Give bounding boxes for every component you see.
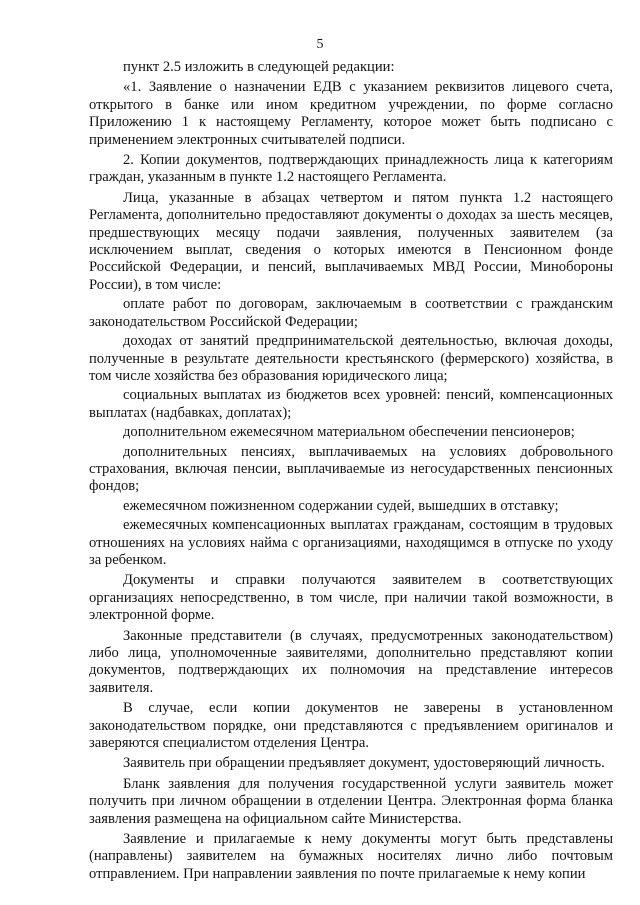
paragraph-item-1: «1. Заявление о назначении ЕДВ с указанием реквизитов лицевого счета, открытого в банке или ином кредитном учреждении, по форме согласно Приложению 1 к настоящему Регламенту, которое может быть подписано с применением электронных считывателей подписи. xyxy=(89,79,613,148)
paragraph-income-contracts: оплате работ по договорам, заключаемым в соответствии с гражданским законодательством Российской Федерации; xyxy=(89,296,613,330)
paragraph-income-pensions: дополнительных пенсиях, выплачиваемых на условиях добровольного страхования, включая пенсии, выплачиваемые из негосударственных пенсионных фондов; xyxy=(89,443,613,495)
paragraph-income-material: дополнительном ежемесячном материальном обеспечении пенсионеров; xyxy=(123,424,575,441)
paragraph-income-judges: ежемесячном пожизненном содержании судей, вышедших в отставку; xyxy=(123,497,559,514)
paragraph-income-documents: Лица, указанные в абзацах четвертом и пятом пункта 1.2 настоящего Регламента, дополнительно предоставляют документы о доходах за шесть месяцев, предшествующих месяцу подачи заявления, полученных заявителем (за исключением выплат, сведения о которых имеются в Пенсионном фонде Российской Федерации, и пенсий, выплачиваемых МВД России, Минобороны России), в том числе: xyxy=(89,189,613,293)
paragraph-income-social: социальных выплатах из бюджетов всех уровней: пенсий, компенсационных выплатах (надбавках, доплатах); xyxy=(89,387,613,421)
document-body xyxy=(89,59,613,886)
paragraph-income-childcare: ежемесячных компенсационных выплатах гражданам, состоящим в трудовых отношениях на условиях найма с организациями, находящимся в отпуске по уходу за ребенком. xyxy=(89,517,613,568)
paragraph-application-form: Бланк заявления для получения государственной услуги заявитель может получить при личном обращении в отделении Центра. Электронная форма бланка заявления размещена на официальном сайте Министерства. xyxy=(89,775,613,827)
paragraph-representatives: Законные представители (в случаях, предусмотренных законодательством) либо лица, уполномоченные заявителями, дополнительно представляют копии документов, подтверждающих их полномочия на представление интересов заявителя. xyxy=(89,627,613,696)
paragraph-documents-obtained: Документы и справки получаются заявителем в соответствующих организациях непосредственно, в том числе, при наличии такой возможности, в электронной форме. xyxy=(89,572,613,624)
paragraph-intro: пункт 2.5 изложить в следующей редакции: xyxy=(123,59,395,75)
page-number: 5 xyxy=(316,37,324,52)
paragraph-item-2: 2. Копии документов, подтверждающих принадлежность лица к категориям граждан, указанным в пункте 1.2 настоящего Регламента. xyxy=(89,152,613,186)
paragraph-income-business: доходах от занятий предпринимательской деятельностью, включая доходы, полученные в результате деятельности крестьянского (фермерского) хозяйства, в том числе хозяйства без образования юридического лица; xyxy=(89,333,613,384)
paragraph-identity-document: Заявитель при обращении предъявляет документ, удостоверяющий личность. xyxy=(123,755,605,772)
paragraph-certified-copies: В случае, если копии документов не заверены в установленном законодательством порядке, они представляются с предъявлением оригиналов и заверяются специалистом отделения Центра. xyxy=(89,700,613,752)
paragraph-submission: Заявление и прилагаемые к нему документы могут быть представлены (направлены) заявителем на бумажных носителях лично либо почтовым отправлением. При направлении заявления по почте прилагаемые к нему копии xyxy=(89,831,613,882)
